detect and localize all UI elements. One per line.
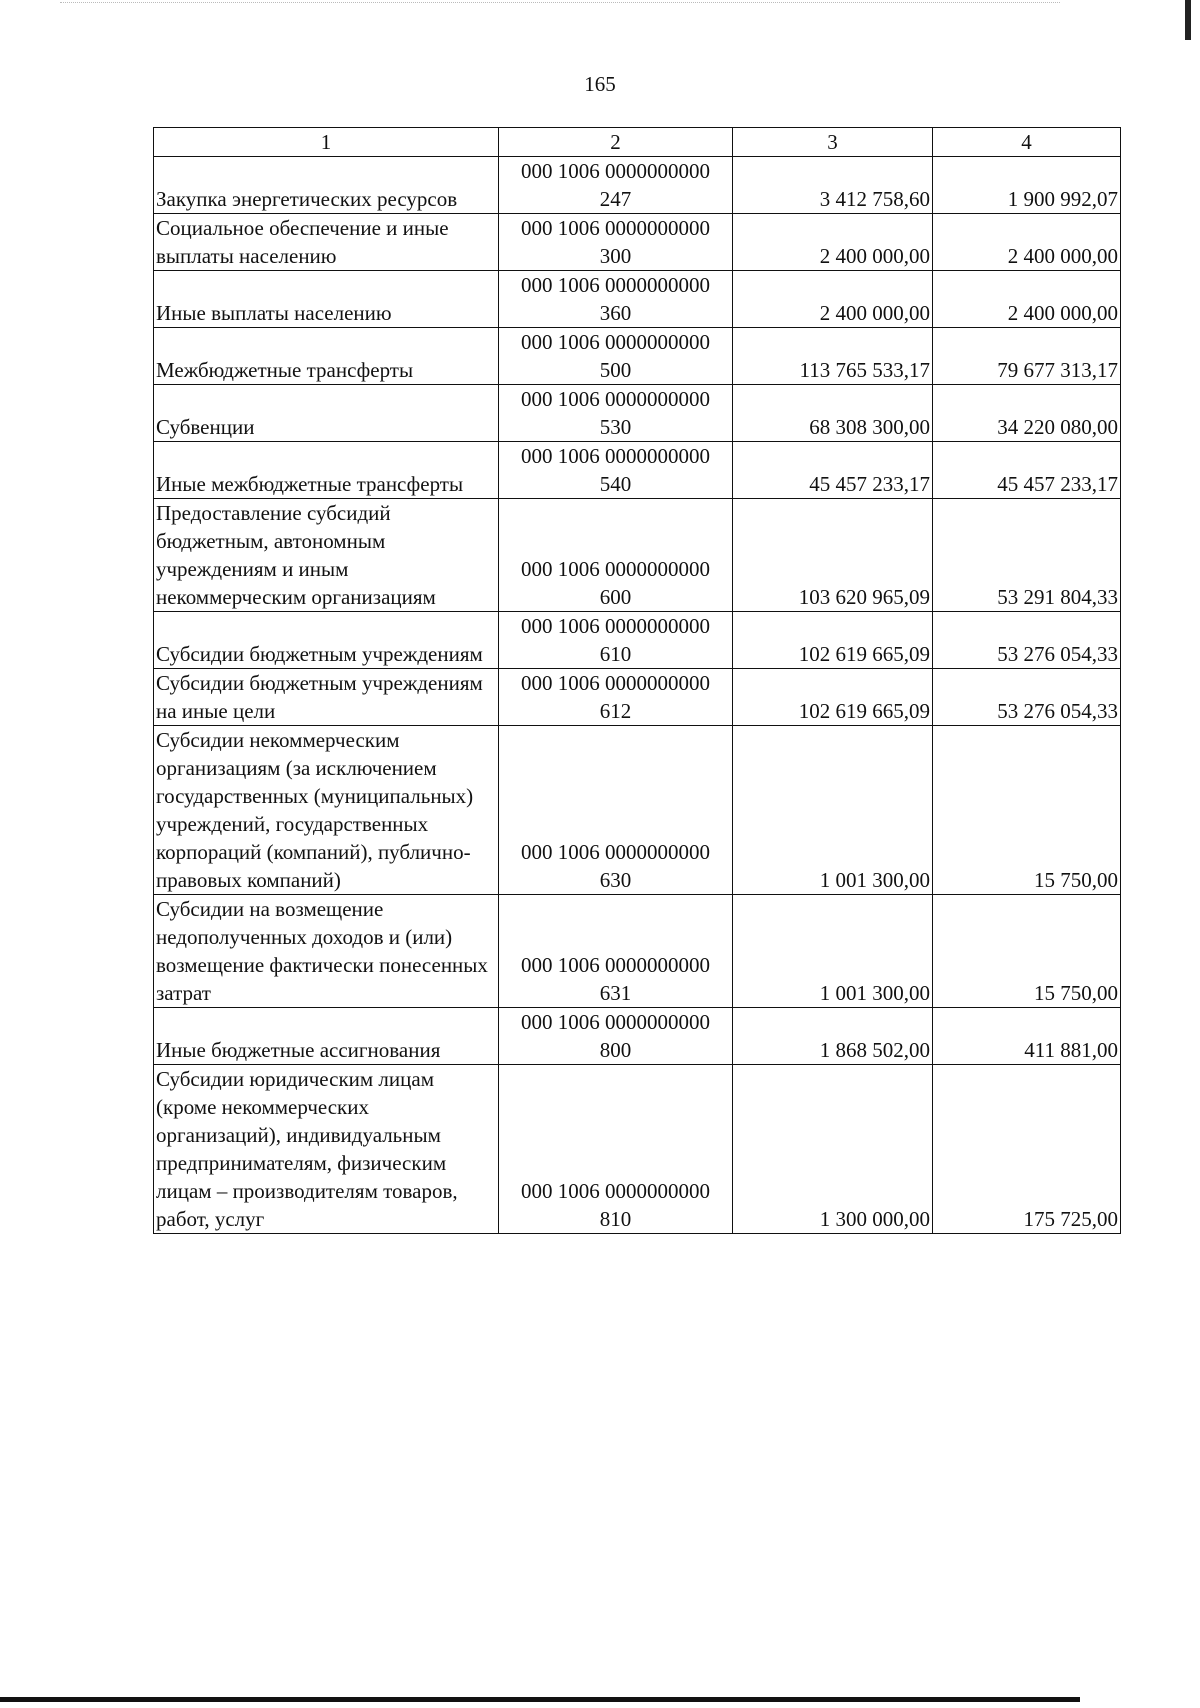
row-code-line2: 540	[599, 472, 632, 496]
row-code-line1: 000 1006 0000000000	[521, 330, 710, 354]
row-name: Иные бюджетные ассигнования	[154, 1008, 499, 1065]
row-value-col3: 45 457 233,17	[733, 442, 933, 499]
row-name: Субсидии бюджетным учреждениям на иные цели	[154, 669, 499, 726]
scan-edge-mark	[1185, 0, 1191, 40]
row-code	[499, 612, 733, 669]
row-code-line1: 000 1006 0000000000	[521, 444, 710, 468]
row-value-col4: 15 750,00	[933, 726, 1121, 895]
table-row	[154, 612, 1121, 669]
row-value-col3: 1 868 502,00	[733, 1008, 933, 1065]
row-name: Закупка энергетических ресурсов	[154, 157, 499, 214]
row-code	[499, 669, 733, 726]
row-value-col3: 103 620 965,09	[733, 499, 933, 612]
table-row	[154, 1065, 1121, 1234]
row-value-col4: 53 276 054,33	[933, 669, 1121, 726]
row-code	[499, 726, 733, 895]
table-row	[154, 895, 1121, 1008]
table-header-row	[154, 128, 1121, 157]
row-code	[499, 895, 733, 1008]
row-code-line1: 000 1006 0000000000	[521, 953, 710, 977]
row-code	[499, 442, 733, 499]
row-name: Субсидии юридическим лицам (кроме некоммерческих организаций), индивидуальным предпринимателям, физическим лицам – производителям товаров, работ, услуг	[154, 1065, 499, 1234]
table-row	[154, 499, 1121, 612]
row-value-col4: 34 220 080,00	[933, 385, 1121, 442]
table-row	[154, 669, 1121, 726]
row-code-line1: 000 1006 0000000000	[521, 1179, 710, 1203]
row-code	[499, 214, 733, 271]
row-value-col4: 2 400 000,00	[933, 214, 1121, 271]
row-value-col3: 102 619 665,09	[733, 669, 933, 726]
table-row	[154, 214, 1121, 271]
scan-top-edge-line	[60, 2, 1060, 3]
row-value-col4: 45 457 233,17	[933, 442, 1121, 499]
row-code-line2: 300	[599, 244, 632, 268]
row-code	[499, 1065, 733, 1234]
column-header-3: 3	[733, 128, 933, 157]
row-code-line2: 500	[599, 358, 632, 382]
budget-table	[153, 127, 1121, 1234]
row-code	[499, 1008, 733, 1065]
row-code-line1: 000 1006 0000000000	[521, 387, 710, 411]
table-row	[154, 442, 1121, 499]
row-code-line2: 360	[599, 301, 632, 325]
row-value-col3: 3 412 758,60	[733, 157, 933, 214]
row-name: Социальное обеспечение и иные выплаты населению	[154, 214, 499, 271]
row-code-line1: 000 1006 0000000000	[521, 273, 710, 297]
row-code	[499, 157, 733, 214]
row-value-col3: 1 300 000,00	[733, 1065, 933, 1234]
row-value-col3: 1 001 300,00	[733, 895, 933, 1008]
row-name: Межбюджетные трансферты	[154, 328, 499, 385]
row-code-line2: 530	[599, 415, 632, 439]
row-code-line2: 247	[599, 187, 632, 211]
row-code-line2: 600	[599, 585, 632, 609]
row-code-line2: 810	[599, 1207, 632, 1231]
row-code-line1: 000 1006 0000000000	[521, 671, 710, 695]
column-header-4: 4	[933, 128, 1121, 157]
scan-bottom-edge-bar	[0, 1697, 1080, 1702]
column-header-2: 2	[499, 128, 733, 157]
row-code-line2: 612	[599, 699, 632, 723]
row-code-line1: 000 1006 0000000000	[521, 159, 710, 183]
row-value-col4: 53 276 054,33	[933, 612, 1121, 669]
row-name: Предоставление субсидий бюджетным, автономным учреждениям и иным некоммерческим организациям	[154, 499, 499, 612]
row-value-col3: 1 001 300,00	[733, 726, 933, 895]
table-row	[154, 157, 1121, 214]
row-name: Субсидии бюджетным учреждениям	[154, 612, 499, 669]
row-code	[499, 271, 733, 328]
row-name: Иные межбюджетные трансферты	[154, 442, 499, 499]
row-code-line2: 631	[599, 981, 632, 1005]
row-value-col4: 1 900 992,07	[933, 157, 1121, 214]
row-code-line1: 000 1006 0000000000	[521, 557, 710, 581]
table-row	[154, 271, 1121, 328]
row-code-line1: 000 1006 0000000000	[521, 1010, 710, 1034]
row-code	[499, 328, 733, 385]
row-code-line2: 610	[599, 642, 632, 666]
row-value-col4: 53 291 804,33	[933, 499, 1121, 612]
row-value-col4: 79 677 313,17	[933, 328, 1121, 385]
table-row	[154, 726, 1121, 895]
row-name: Иные выплаты населению	[154, 271, 499, 328]
table-body	[154, 157, 1121, 1234]
row-value-col3: 2 400 000,00	[733, 214, 933, 271]
row-code-line2: 630	[599, 868, 632, 892]
row-value-col4: 15 750,00	[933, 895, 1121, 1008]
row-code	[499, 499, 733, 612]
table-row	[154, 328, 1121, 385]
row-value-col3: 68 308 300,00	[733, 385, 933, 442]
row-code	[499, 385, 733, 442]
row-name: Субсидии на возмещение недополученных доходов и (или) возмещение фактически понесенных затрат	[154, 895, 499, 1008]
column-header-1: 1	[154, 128, 499, 157]
row-value-col4: 411 881,00	[933, 1008, 1121, 1065]
row-name: Субвенции	[154, 385, 499, 442]
row-value-col3: 102 619 665,09	[733, 612, 933, 669]
table-row	[154, 385, 1121, 442]
row-code-line1: 000 1006 0000000000	[521, 216, 710, 240]
row-code-line1: 000 1006 0000000000	[521, 614, 710, 638]
row-value-col4: 175 725,00	[933, 1065, 1121, 1234]
row-value-col4: 2 400 000,00	[933, 271, 1121, 328]
page-number: 165	[584, 72, 616, 96]
table-row	[154, 1008, 1121, 1065]
row-value-col3: 113 765 533,17	[733, 328, 933, 385]
row-name: Субсидии некоммерческим организациям (за исключением государственных (муниципальных) учреждений, государственных корпораций (компаний), публично-правовых компаний)	[154, 726, 499, 895]
row-value-col3: 2 400 000,00	[733, 271, 933, 328]
row-code-line1: 000 1006 0000000000	[521, 840, 710, 864]
row-code-line2: 800	[599, 1038, 632, 1062]
